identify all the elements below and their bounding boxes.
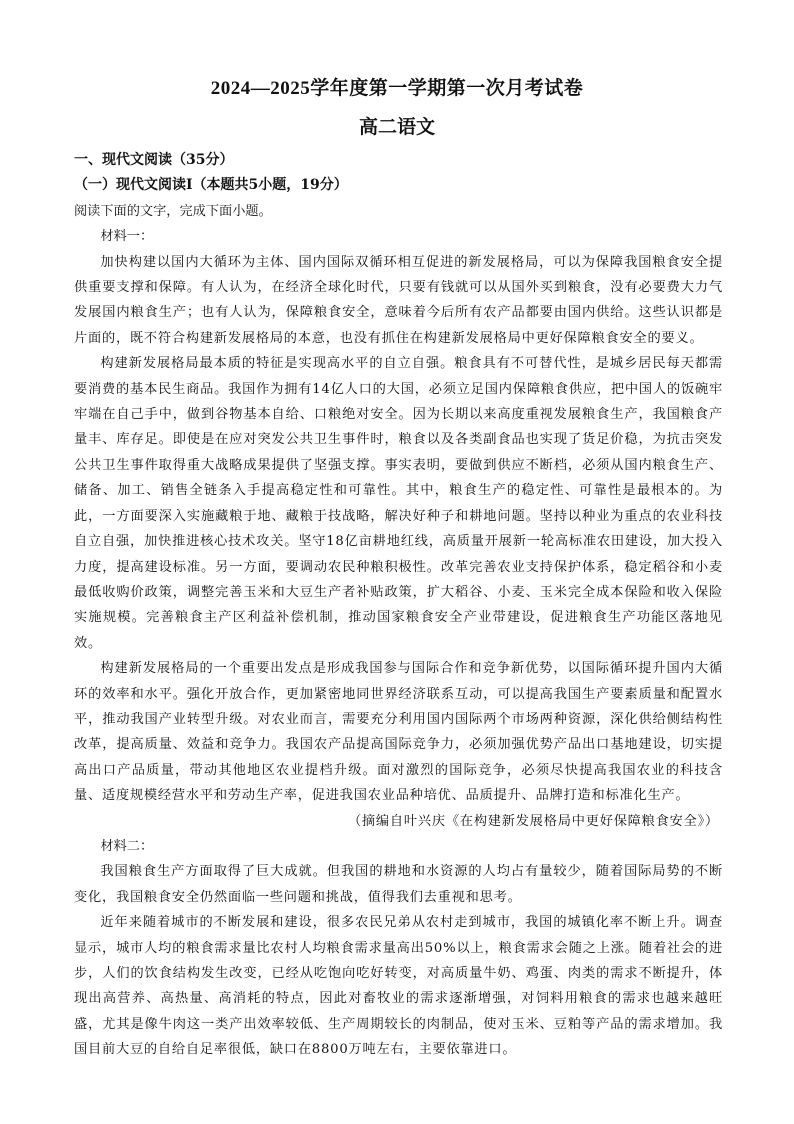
exam-subject: 高二语文 <box>358 116 435 138</box>
material1-source: （摘编自叶兴庆《在构建新发展格局中更好保障粮食安全》） <box>347 813 719 829</box>
reading-instruction: 阅读下面的文字，完成下面小题。 <box>74 203 272 219</box>
exam-content <box>74 148 723 1063</box>
material2-paragraph: 近年来随着城市的不断发展和建设，很多农民兄弟从农村走到城市，我国的城镇化率不断上升。调查显示，城市人均的粮食需求量比农村人均粮食需求量高出50%以上，粮食需求会随之上涨。随着社会的进步，人们的饮食结构发生改变，已经从吃饱向吃好转变，对高质量牛奶、鸡蛋、肉类的需求不断提升，体现出高营养、高热量、高消耗的特点，因此对畜牧业的需求逐渐增强，对饲料用粮食的需求也越来越旺盛，尤其是像牛肉这一类产出效率较低、生产周期较长的肉制品，使对玉米、豆粕等产品的需求增加。我国目前大豆的自给自足率很低，缺口在8800万吨左右，主要依靠进口。 <box>74 915 723 1058</box>
material1-paragraph: 加快构建以国内大循环为主体、国内国际双循环相互促进的新发展格局，可以为保障我国粮食安全提供重要支撑和保障。有人认为，在经济全球化时代，只要有钱就可以从国外买到粮食，没有必要费大力气发展国内粮食生产；也有人认为，保障粮食安全，意味着今后所有农产品都要由国内供给。这些认识都是片面的，既不符合构建新发展格局的本意，也没有抓住在构建新发展格局中更好保障粮食安全的要义。 <box>74 254 723 346</box>
subsection-heading: （一）现代文阅读Ⅰ（本题共5小题，19分） <box>74 177 348 194</box>
material2-paragraph: 我国粮食生产方面取得了巨大成就。但我国的耕地和水资源的人均占有量较少，随着国际局势的不断变化，我国粮食安全仍然面临一些问题和挑战，值得我们去重视和思考。 <box>74 864 723 905</box>
material1-paragraph: 构建新发展格局最本质的特征是实现高水平的自立自强。粮食具有不可替代性，是城乡居民每天都需要消费的基本民生商品。我国作为拥有14亿人口的大国，必须立足国内保障粮食供应，把中国人的饭碗牢牢端在自己手中，做到谷物基本自给、口粮绝对安全。因为长期以来高度重视发展粮食生产，我国粮食产量丰、库存足。即使是在应对突发公共卫生事件时，粮食以及各类副食品也实现了货足价稳，为抗击突发公共卫生事件取得重大战略成果提供了坚强支撑。事实表明，要做到供应不断档，必须从国内粮食生产、储备、加工、销售全链条入手提高稳定性和可靠性。其中，粮食生产的稳定性、可靠性是最根本的。为此，一方面要深入实施藏粮于地、藏粮于技战略，解决好种子和耕地问题。坚持以种业为重点的农业科技自立自强，加快推进核心技术攻关。坚守18亿亩耕地红线，高质量开展新一轮高标准农田建设，加大投入力度，提高建设标准。另一方面，要调动农民种粮积极性。改革完善农业支持保护体系，稳定稻谷和小麦最低收购价政策，调整完善玉米和大豆生产者补贴政策，扩大稻谷、小麦、玉米完全成本保险和收入保险实施规模。完善粮食主产区利益补偿机制，推动国家粮食安全产业带建设，促进粮食生产功能区落地见效。 <box>74 356 723 651</box>
exam-title: 2024—2025学年度第一学期第一次月考试卷 <box>210 78 584 99</box>
material1-label: 材料一： <box>100 229 154 245</box>
section-heading: 一、现代文阅读（35分） <box>74 152 234 168</box>
material1-paragraph: 构建新发展格局的一个重要出发点是形成我国参与国际合作和竞争新优势，以国际循环提升国内大循环的效率和水平。强化开放合作，更加紧密地同世界经济联系互动，可以提高我国生产要素质量和配置水平，推动我国产业转型升级。对农业而言，需要充分利用国内国际两个市场两种资源，深化供给侧结构性改革，提高质量、效益和竞争力。我国农产品提高国际竞争力，必须加强优势产品出口基地建设，切实提高出口产品质量，带动其他地区农业提档升级。面对激烈的国际竞争，必须尽快提高我国农业的科技含量、适度规模经营水平和劳动生产率，促进我国农业品种培优、品质提升、品牌打造和标准化生产。 <box>74 661 723 804</box>
material2-label: 材料二： <box>100 838 154 854</box>
